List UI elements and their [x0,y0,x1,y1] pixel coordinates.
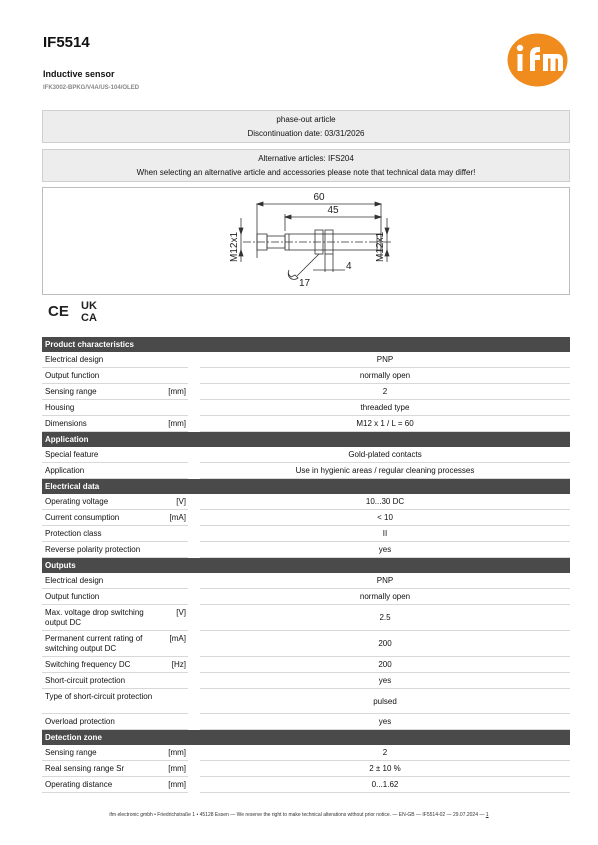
ifm-logo [507,33,568,87]
spec-label: Application [42,463,164,479]
wrench-size-label: 17 [299,278,311,289]
ce-mark: CE [48,303,69,320]
spec-label: Dimensions [42,416,164,432]
spec-label: Housing [42,400,164,416]
spec-unit [164,573,188,589]
spec-unit [164,589,188,605]
spec-value: yes [200,542,570,558]
spec-unit: [mm] [164,384,188,400]
spec-unit: [mA] [164,631,188,657]
spec-value: II [200,526,570,542]
spec-unit [164,689,188,714]
ukca-mark-line2: CA [81,312,97,324]
certification-marks [48,298,108,324]
spec-value: Gold-plated contacts [200,447,570,463]
dim-nut-label: 4 [346,261,352,272]
spec-value: < 10 [200,510,570,526]
spec-row [42,589,570,605]
spec-value: 200 [200,631,570,657]
spec-unit [164,463,188,479]
thread-left-label: M12x1 [229,231,240,262]
spec-value: normally open [200,589,570,605]
spec-row [42,714,570,730]
spec-label: Output function [42,368,164,384]
spec-value: yes [200,673,570,689]
spec-label: Short-circuit protection [42,673,164,689]
spec-label: Permanent current rating of switching output DC [42,631,164,657]
spec-label: Output function [42,589,164,605]
spec-unit [164,526,188,542]
alternative-articles-label: Alternative articles: IFS204 [258,154,354,163]
thread-right-label: M12x1 [375,231,386,262]
spec-row [42,605,570,631]
page-footer [0,812,598,818]
ukca-mark-line1: UK [81,300,97,312]
spec-label: Operating distance [42,777,164,793]
phase-out-label: phase-out article [276,115,336,124]
dim-total-label: 60 [313,192,325,203]
spec-unit: [Hz] [164,657,188,673]
product-title: IF5514 [43,34,90,51]
spec-row [42,542,570,558]
spec-unit [164,352,188,368]
spec-value: 2 [200,384,570,400]
spec-unit [164,714,188,730]
spec-value: 10...30 DC [200,494,570,510]
spec-value: 2.5 [200,605,570,631]
spec-row [42,745,570,761]
spec-value: 200 [200,657,570,673]
spec-unit [164,542,188,558]
spec-unit [164,400,188,416]
spec-label: Sensing range [42,745,164,761]
spec-value: 0...1.62 [200,777,570,793]
spec-label: Electrical design [42,352,164,368]
spec-label: Type of short-circuit protection [42,689,164,714]
spec-value: 2 [200,745,570,761]
alternative-note: When selecting an alternative article and accessories please note that technical data may differ! [136,168,476,177]
spec-unit [164,447,188,463]
spec-label: Current consumption [42,510,164,526]
spec-label: Operating voltage [42,494,164,510]
spec-row [42,510,570,526]
spec-table [42,337,570,793]
spec-row [42,777,570,793]
footer-page-number: 1 [485,812,489,818]
spec-row [42,368,570,384]
spec-row [42,494,570,510]
spec-label: Special feature [42,447,164,463]
dim-thread-label: 45 [327,205,339,216]
spec-value: M12 x 1 / L = 60 [200,416,570,432]
spec-unit: [mm] [164,777,188,793]
spec-unit: [mm] [164,761,188,777]
spec-row [42,416,570,432]
spec-value: 2 ± 10 % [200,761,570,777]
alternative-notice [42,149,570,182]
spec-value: PNP [200,352,570,368]
product-subtitle: Inductive sensor [43,69,115,79]
spec-row [42,400,570,416]
spec-unit [164,673,188,689]
phase-out-notice [42,110,570,143]
spec-row [42,447,570,463]
article-code: IFK3002-BPKG/V4A/US-104/OLED [43,85,140,91]
spec-row [42,573,570,589]
section-header: Detection zone [42,730,570,745]
spec-row [42,526,570,542]
spec-unit [164,368,188,384]
spec-row [42,352,570,368]
dimension-drawing [42,187,570,295]
spec-row [42,631,570,657]
spec-row [42,463,570,479]
spec-row [42,761,570,777]
spec-label: Electrical design [42,573,164,589]
spec-value: pulsed [200,689,570,714]
spec-row [42,689,570,714]
spec-label: Max. voltage drop switching output DC [42,605,164,631]
section-header: Product characteristics [42,337,570,352]
spec-unit: [mA] [164,510,188,526]
spec-label: Sensing range [42,384,164,400]
spec-label: Protection class [42,526,164,542]
footer-text: ifm electronic gmbh • Friedrichstraße 1 • 45128 Essen — We reserve the right to make technical alterations without prior notice. — EN-GB — IF5514-02 — 29.07.2024 — [109,812,486,818]
spec-label: Reverse polarity protection [42,542,164,558]
spec-label: Switching frequency DC [42,657,164,673]
spec-value: threaded type [200,400,570,416]
spec-row [42,657,570,673]
spec-value: yes [200,714,570,730]
section-header: Electrical data [42,479,570,494]
spec-unit: [mm] [164,416,188,432]
spec-row [42,384,570,400]
spec-value: Use in hygienic areas / regular cleaning processes [200,463,570,479]
spec-label: Real sensing range Sr [42,761,164,777]
spec-label: Overload protection [42,714,164,730]
discontinuation-date: Discontinuation date: 03/31/2026 [247,129,365,138]
section-header: Application [42,432,570,447]
spec-row [42,673,570,689]
spec-value: PNP [200,573,570,589]
spec-unit: [V] [164,494,188,510]
spec-unit: [V] [164,605,188,631]
spec-unit: [mm] [164,745,188,761]
section-header: Outputs [42,558,570,573]
spec-value: normally open [200,368,570,384]
